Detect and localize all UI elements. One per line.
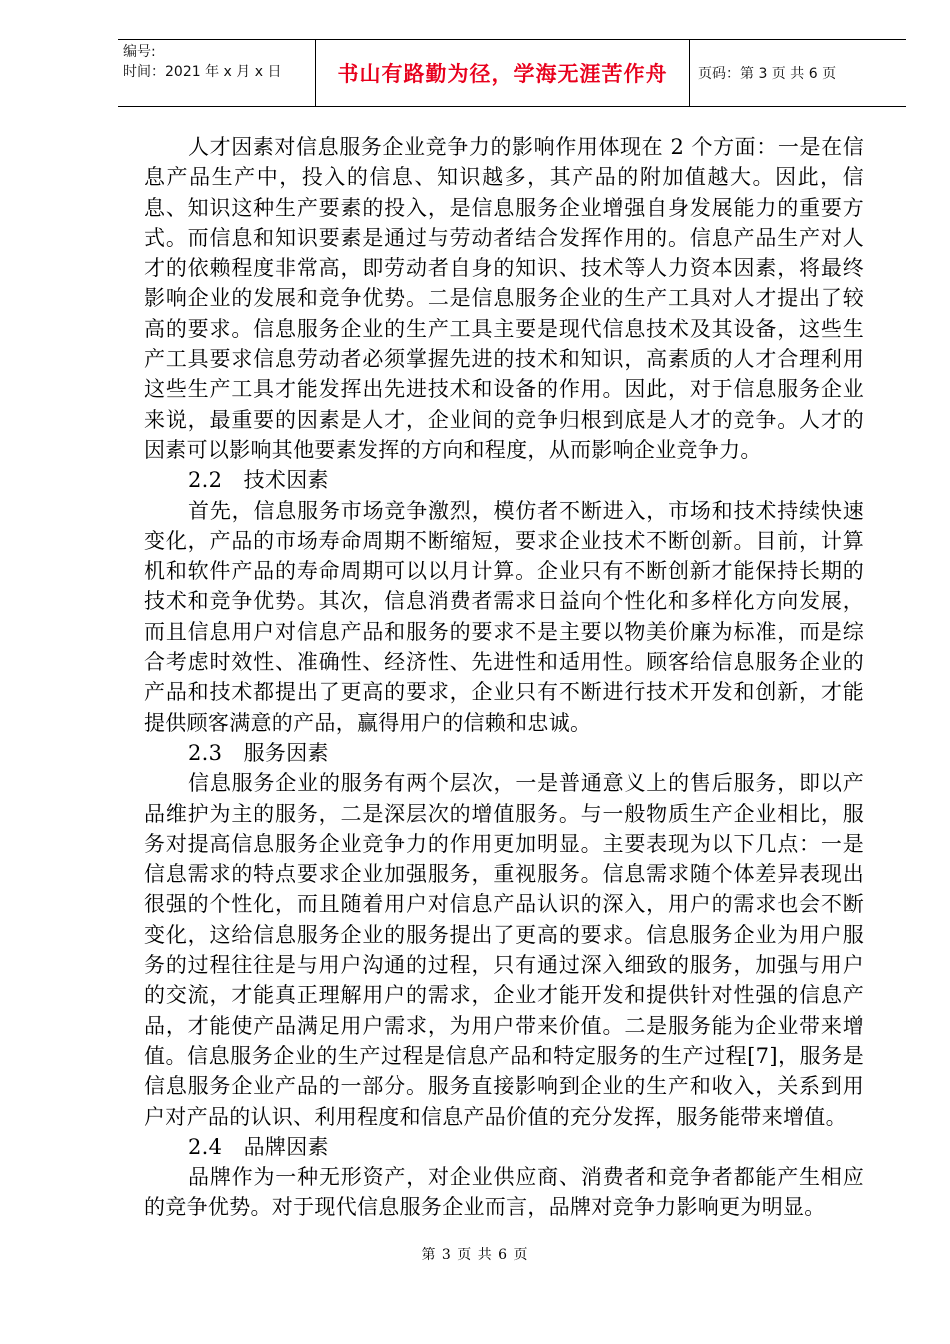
paragraph-talent: 人才因素对信息服务企业竞争力的影响作用体现在 2 个方面：一是在信息产品生产中，投入的信息、知识越多，其产品的附加值越大。因此，信息、知识这种生产要素的投入，是信息服务企业增强自身发展能力的重要方式。而信息和知识要素是通过与劳动者结合发挥作用的。信息产品生产对人才的依赖程度非常高，即劳动者自身的知识、技术等人力资本因素，将最终影响企业的发展和竞争优势。二是信息服务企业的生产工具对人才提出了较高的要求。信息服务企业的生产工具主要是现代信息技术及其设备，这些生产工具要求信息劳动者必须掌握先进的技术和知识，高素质的人才合理利用这些生产工具才能发挥出先进技术和设备的作用。因此，对于信息服务企业来说，最重要的因素是人才，企业间的竞争归根到底是人才的竞争。人才的因素可以影响其他要素发挥的方向和程度，从而影响企业竞争力。 (144, 135, 864, 462)
page-footer: 第 3 页 共 6 页 (421, 1247, 529, 1263)
section-heading-brand: 2.4 品牌因素 (188, 1134, 329, 1159)
header-meta (118, 40, 315, 106)
header-motto: 书山有路勤为径，学海无涯苦作舟 (315, 40, 690, 106)
header-number-label: 编号: (123, 44, 156, 60)
section-heading-technology: 2.2 技术因素 (188, 468, 329, 493)
header-page-info: 页码：第 3 页 共 6 页 (698, 66, 837, 82)
header-time-label: 时间：2021 年 x 月 x 日 (123, 64, 282, 80)
document-body (144, 132, 864, 1223)
section-heading-service: 2.3 服务因素 (188, 740, 329, 765)
paragraph-service: 信息服务企业的服务有两个层次，一是普通意义上的售后服务，即以产品维护为主的服务，二是深层次的增值服务。与一般物质生产企业相比，服务对提高信息服务企业竞争力的作用更加明显。主要表现为以下几点：一是信息需求的特点要求企业加强服务，重视服务。信息需求随个体差异表现出很强的个性化，而且随着用户对信息产品认识的深入，用户的需求也会不断变化，这给信息服务企业的服务提出了更高的要求。信息服务企业为用户服务的过程往往是与用户沟通的过程，只有通过深入细致的服务，加强与用户的交流，才能真正理解用户的需求，企业才能开发和提供针对性强的信息产品，才能使产品满足用户需求，为用户带来价值。二是服务能为企业带来增值。信息服务企业的生产过程是信息产品和特定服务的生产过程[7]，服务是信息服务企业产品的一部分。服务直接影响到企业的生产和收入，关系到用户对产品的认识、利用程度和信息产品价值的充分发挥，服务能带来增值。 (144, 771, 864, 1129)
page-header (118, 39, 906, 107)
paragraph-brand: 品牌作为一种无形资产，对企业供应商、消费者和竞争者都能产生相应的竞争优势。对于现代信息服务企业而言，品牌对竞争力影响更为明显。 (144, 1165, 864, 1220)
paragraph-technology: 首先，信息服务市场竞争激烈，模仿者不断进入，市场和技术持续快速变化，产品的市场寿命周期不断缩短，要求企业技术不断创新。目前，计算机和软件产品的寿命周期可以以月计算。企业只有不断创新才能保持长期的技术和竞争优势。其次，信息消费者需求日益向个性化和多样化方向发展，而且信息用户对信息产品和服务的要求不是主要以物美价廉为标准，而是综合考虑时效性、准确性、经济性、先进性和适用性。顾客给信息服务企业的产品和技术都提出了更高的要求，企业只有不断进行技术开发和创新，才能提供顾客满意的产品，赢得用户的信赖和忠诚。 (144, 498, 864, 735)
